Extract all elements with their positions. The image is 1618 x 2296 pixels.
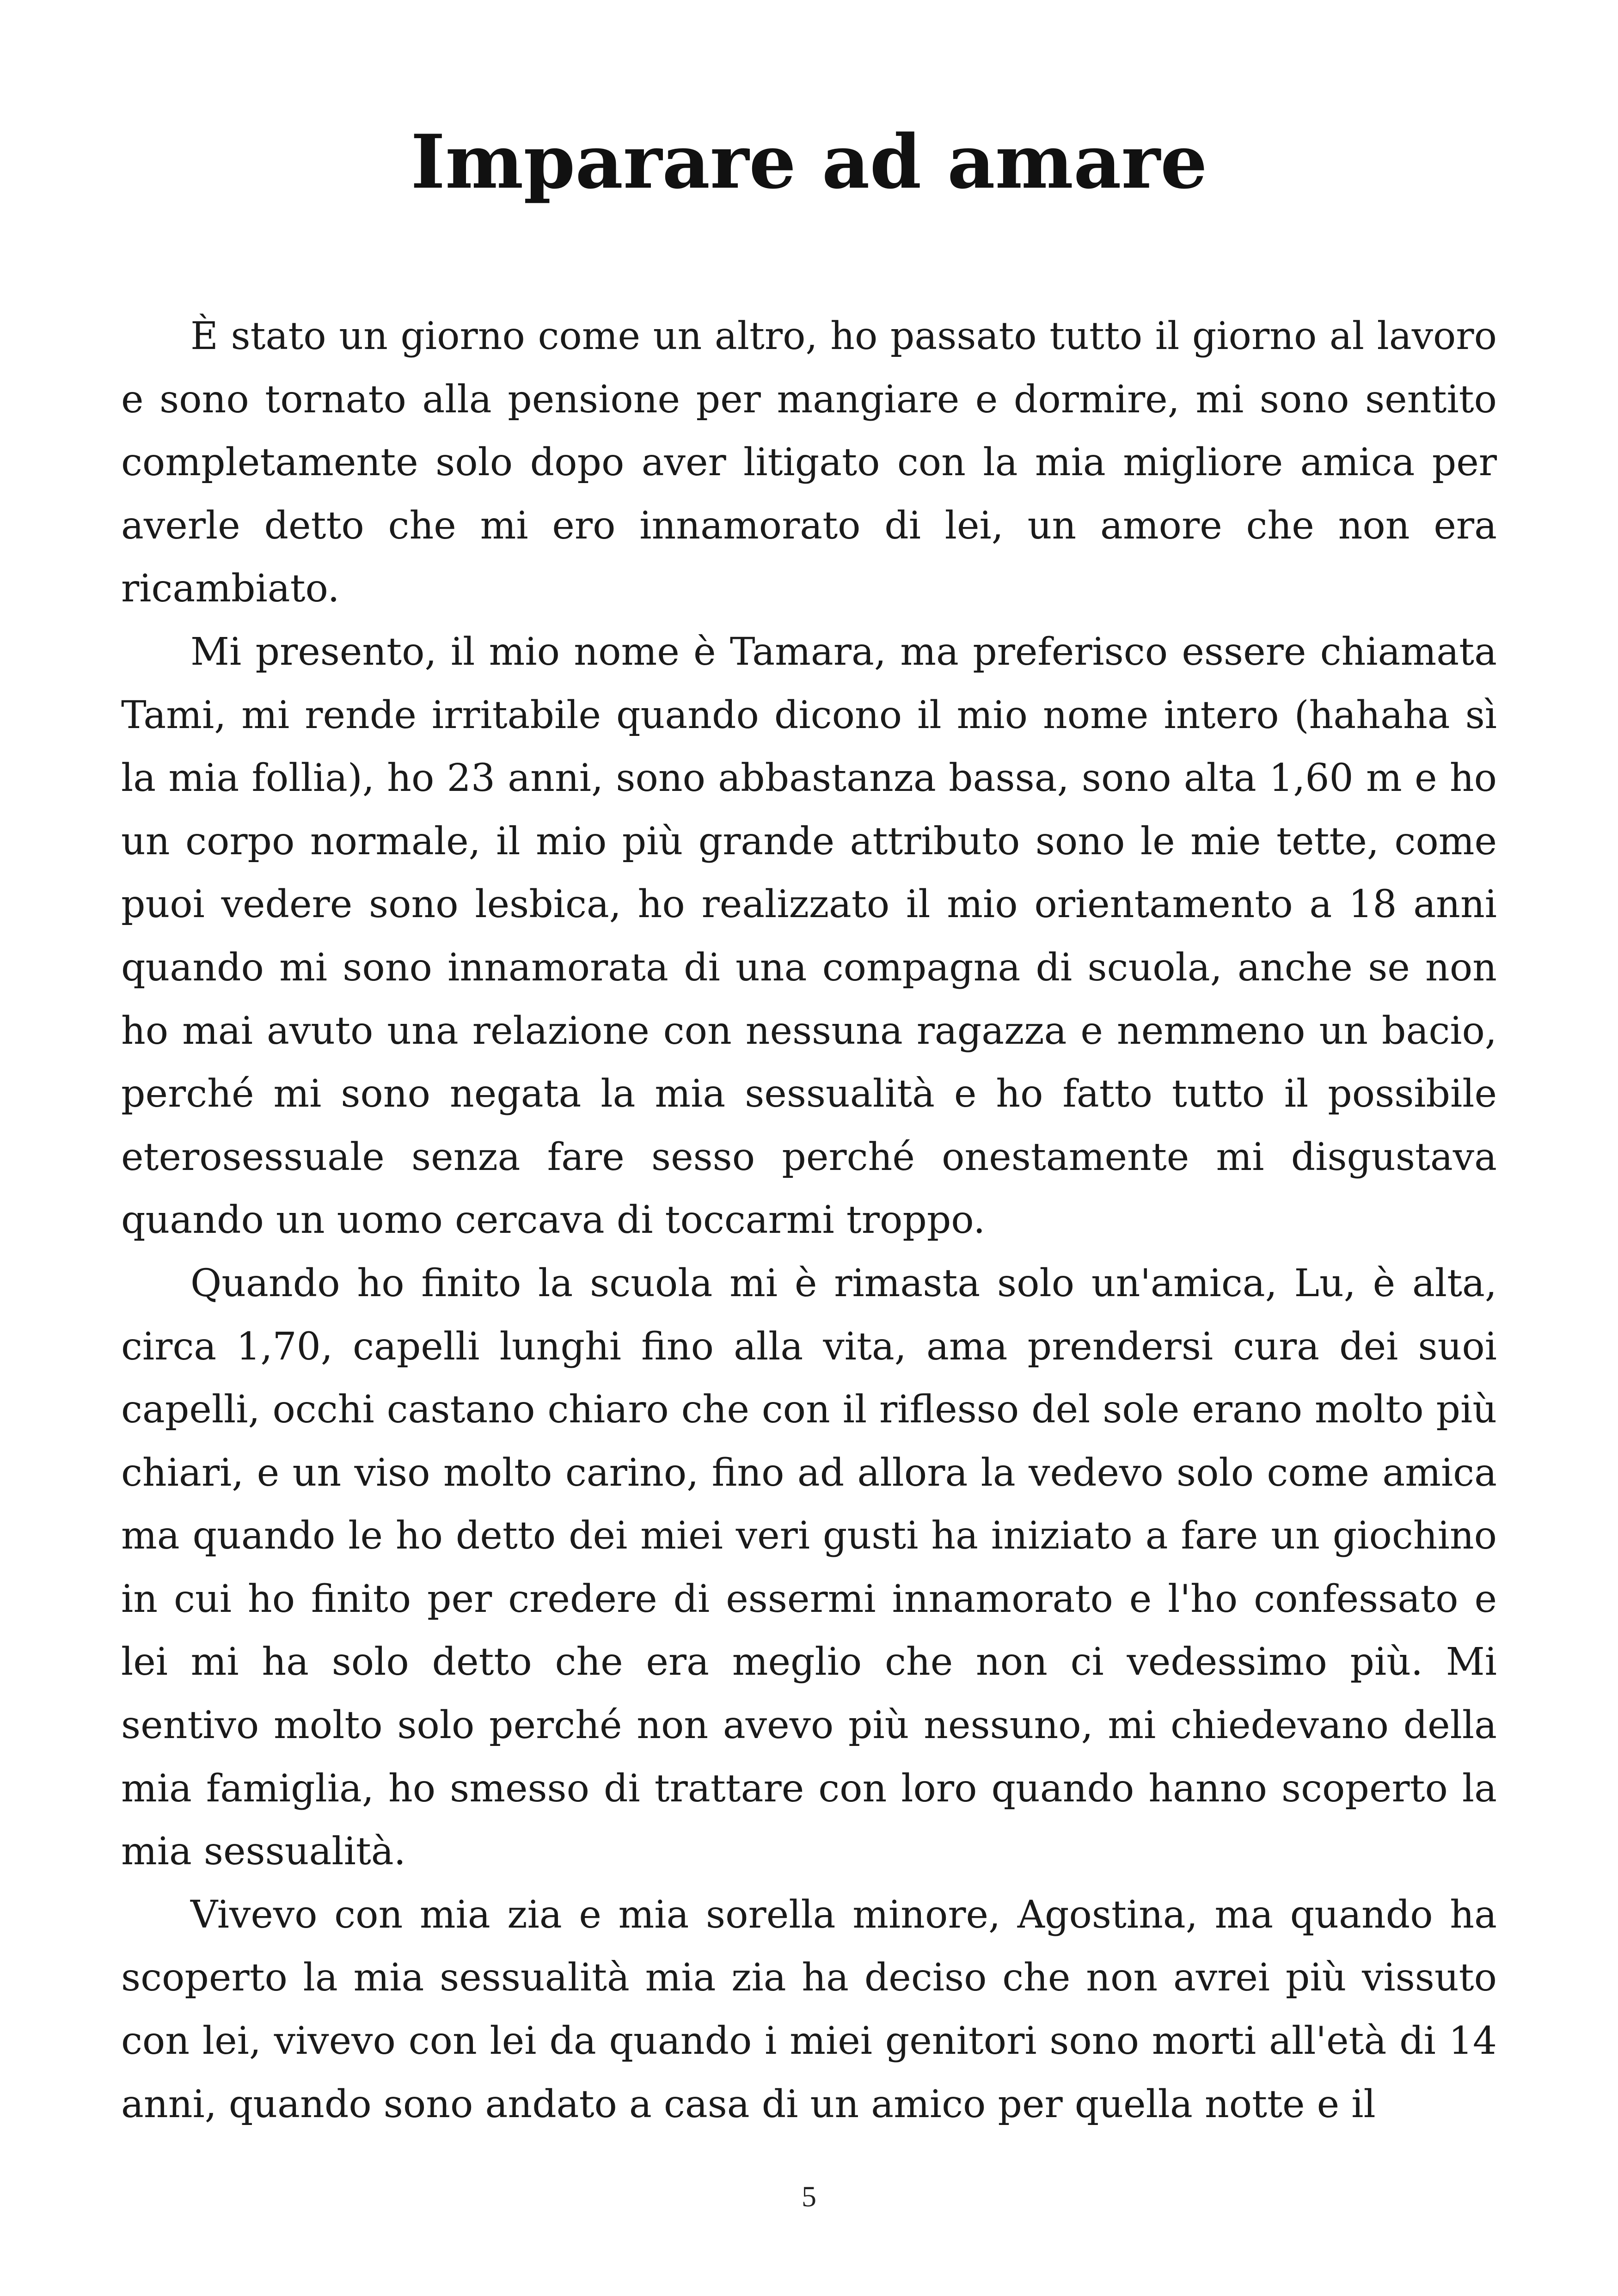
chapter-title: Imparare ad amare [411,118,1207,205]
paragraph: Quando ho finito la scuola mi è rimasta solo un'amica, Lu, è alta, circa 1,70, capelli lunghi fino alla vita, ama prendersi cura dei suoi capelli, occhi castano chiaro che con il riflesso del sole erano molto più chiari, e un viso molto carino, fino ad allora la vedevo solo come amica ma quando le ho detto dei miei veri gusti ha iniziato a fare un giochino in cui ho finito per credere di essermi innamorato e l'ho confessato e lei mi ha solo detto che era meglio che non ci vedessimo più. Mi sentivo molto solo perché non avevo più nessuno, mi chiedevano della mia famiglia, ho smesso di trattare con loro quando hanno scoperto la mia sessualità. [121,1261,1497,1874]
page-number: 5 [802,2180,816,2213]
paragraph: Vivevo con mia zia e mia sorella minore, Agostina, ma quando ha scoperto la mia sessualità mia zia ha deciso che non avrei più vissuto con lei, vivevo con lei da quando i miei genitori sono morti all'età di 14 anni, quando sono andato a casa di un amico per quella notte e il [121,1892,1497,2126]
body-text [121,305,1497,2136]
paragraph: Mi presento, il mio nome è Tamara, ma preferisco essere chiamata Tami, mi rende irritabile quando dicono il mio nome intero (hahaha sì la mia follia), ho 23 anni, sono abbastanza bassa, sono alta 1,60 m e ho un corpo normale, il mio più grande attributo sono le mie tette, come puoi vedere sono lesbica, ho realizzato il mio orientamento a 18 anni quando mi sono innamorata di una compagna di scuola, anche se non ho mai avuto una relazione con nessuna ragazza e nemmeno un bacio, perché mi sono negata la mia sessualità e ho fatto tutto il possibile eterosessuale senza fare sesso perché onestamente mi disgustava quando un uomo cercava di toccarmi troppo. [121,630,1497,1243]
paragraph: È stato un giorno come un altro, ho passato tutto il giorno al lavoro e sono tornato alla pensione per mangiare e dormire, mi sono sentito completamente solo dopo aver litigato con la mia migliore amica per averle detto che mi ero innamorato di lei, un amore che non era ricambiato. [121,314,1497,611]
